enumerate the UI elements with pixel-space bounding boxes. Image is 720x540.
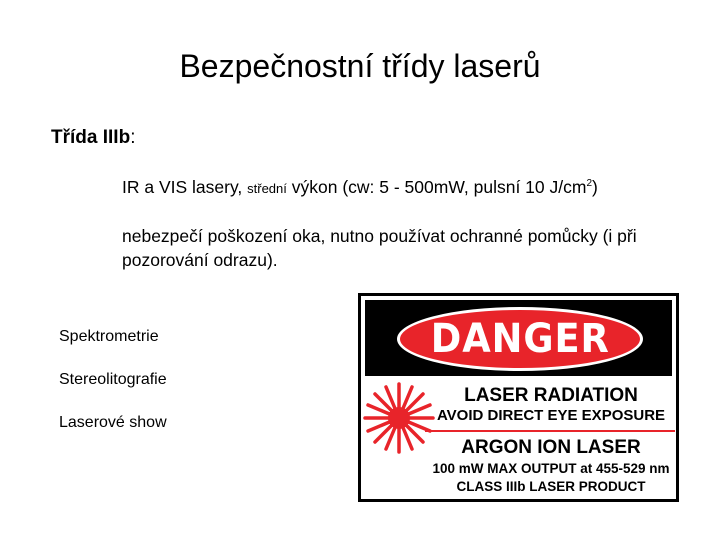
eye-hazard-text: nebezpečí poškození oka, nutno používat ochranné pomůcky (i při pozorování odrazu).	[122, 226, 637, 270]
danger-oval	[397, 307, 643, 371]
desc-part3: )	[592, 177, 598, 197]
application-item: Spektrometrie	[59, 328, 159, 345]
application-item: Laserové show	[59, 414, 167, 431]
desc-superscript: 2	[586, 178, 592, 190]
sign-line-avoid: AVOID DIRECT EYE EXPOSURE	[436, 407, 666, 424]
danger-word: DANGER	[430, 316, 610, 362]
class-colon: :	[130, 127, 136, 148]
class-label: Třída IIIb	[51, 127, 131, 148]
desc-part1: IR a VIS lasery,	[122, 177, 248, 197]
sign-line-class: CLASS IIIb LASER PRODUCT	[456, 479, 646, 494]
sign-divider	[425, 430, 675, 432]
class-description	[122, 175, 598, 201]
slide-title: Bezpečnostní třídy laserů	[179, 48, 541, 84]
sign-line-laser-type: ARGON ION LASER	[461, 437, 641, 458]
laser-warning-sign	[358, 293, 679, 502]
laser-class-heading	[51, 127, 135, 149]
sign-line-radiation: LASER RADIATION	[464, 385, 638, 406]
desc-small-word: střední	[247, 181, 287, 196]
danger-header	[365, 300, 672, 376]
desc-part2: výkon (cw: 5 - 500mW, pulsní 10 J/cm	[286, 177, 587, 197]
application-item: Stereolitografie	[59, 371, 167, 388]
sign-line-output: 100 mW MAX OUTPUT at 455-529 nm	[432, 461, 670, 476]
